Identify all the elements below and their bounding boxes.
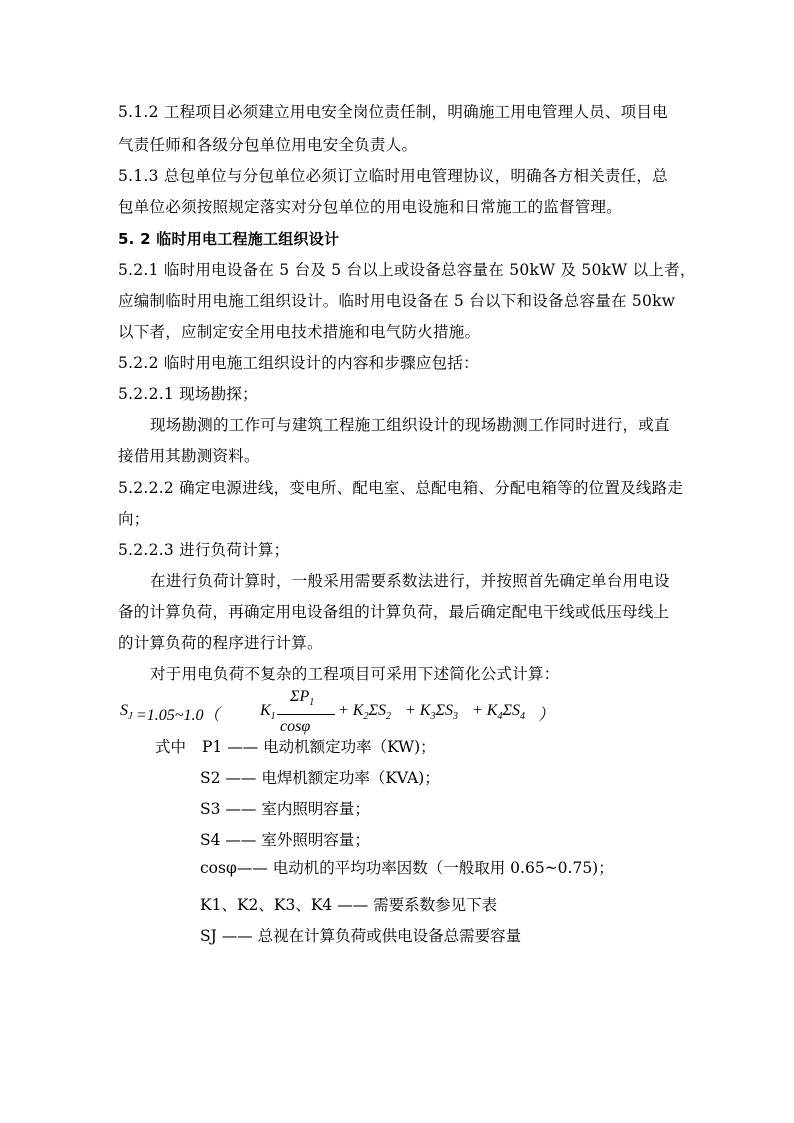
formula-range: =1.05~1.0（ (136, 707, 220, 724)
section-heading-5-2: 5. 2 临时用电工程施工组织设计 (118, 230, 340, 248)
para-5-2-1-line-3: 以下者，应制定安全用电技术措施和电气防火措施。 (118, 323, 481, 341)
definition-k-factors: K1、K2、K3、K4 —— 需要系数参见下表 (200, 896, 498, 914)
para-5-2-1-line-1: 5.2.1 临时用电设备在 5 台及 5 台以上或设备总容量在 50kW 及 50kW 以上者， (118, 261, 696, 279)
formula-intro: 对于用电负荷不复杂的工程项目可采用下述简化公式计算： (150, 665, 560, 683)
definition-s4: S4 —— 室外照明容量； (200, 831, 370, 849)
fraction-bar (277, 714, 335, 715)
formula-term-4: + $K_4\Sigma S_4$ (472, 702, 525, 723)
formula-numerator: $\Sigma P_1$ (290, 688, 315, 709)
formula-term-2: + $K_2\Sigma S_2$ (338, 702, 391, 723)
para-5-2-2-2-line-1: 5.2.2.2 确定电源进线，变电所、配电室、总配电箱、分配电箱等的位置及线路走 (118, 479, 684, 497)
definition-sj: SJ —— 总视在计算负荷或供电设备总需要容量 (200, 927, 522, 945)
formula-close: ） (538, 707, 555, 724)
definition-cos-phi: cosφ—— 电动机的平均功率因数（一般取用 0.65~0.75)； (200, 859, 614, 877)
para-5-1-3-line-2: 包单位必须按照规定落实对分包单位的用电设施和日常施工的监督管理。 (118, 198, 623, 216)
definition-prefix: 式中 (155, 738, 187, 756)
para-5-2-2-1: 5.2.2.1 现场勘探； (118, 385, 258, 403)
para-5-1-2-line-1: 5.1.2 工程项目必须建立用电安全岗位责任制，明确施工用电管理人员、项目电 (118, 103, 668, 121)
para-5-2-2-1-body-1: 现场勘测的工作可与建筑工程施工组织设计的现场勘测工作同时进行，或直 (150, 416, 670, 434)
para-5-2-2-2-line-2: 向； (118, 510, 150, 528)
para-5-2-1-line-2: 应编制临时用电施工组织设计。临时用电设备在 5 台以下和设备总容量在 50kw (118, 292, 676, 310)
definition-s3: S3 —— 室内照明容量； (200, 800, 370, 818)
para-5-2-2-3-body-3: 的计算负荷的程序进行计算。 (118, 634, 323, 652)
para-5-1-2-line-2: 气责任师和各级分包单位用电安全负责人。 (118, 136, 418, 154)
definition-s2: S2 —— 电焊机额定功率（KVA)； (200, 769, 440, 787)
formula-k1: $K_1$ (260, 702, 276, 723)
formula-term-3: + $K_3\Sigma S_3$ (405, 702, 458, 723)
para-5-2-2-3: 5.2.2.3 进行负荷计算； (118, 541, 290, 559)
formula-denominator: cosφ (280, 718, 311, 735)
definition-p1: P1 —— 电动机额定功率（KW)； (202, 738, 436, 756)
para-5-2-2-1-body-2: 接借用其勘测资料。 (118, 447, 260, 465)
para-5-2-2: 5.2.2 临时用电施工组织设计的内容和步骤应包括： (118, 354, 479, 372)
para-5-2-2-3-body-2: 备的计算负荷，再确定用电设备组的计算负荷，最后确定配电干线或低压母线上 (118, 603, 670, 621)
formula-lhs: $S_J$ (120, 702, 133, 723)
para-5-2-2-3-body-1: 在进行负荷计算时，一般采用需要系数法进行，并按照首先确定单台用电设 (150, 572, 670, 590)
load-formula (120, 688, 560, 738)
para-5-1-3-line-1: 5.1.3 总包单位与分包单位必须订立临时用电管理协议，明确各方相关责任，总 (118, 167, 668, 185)
